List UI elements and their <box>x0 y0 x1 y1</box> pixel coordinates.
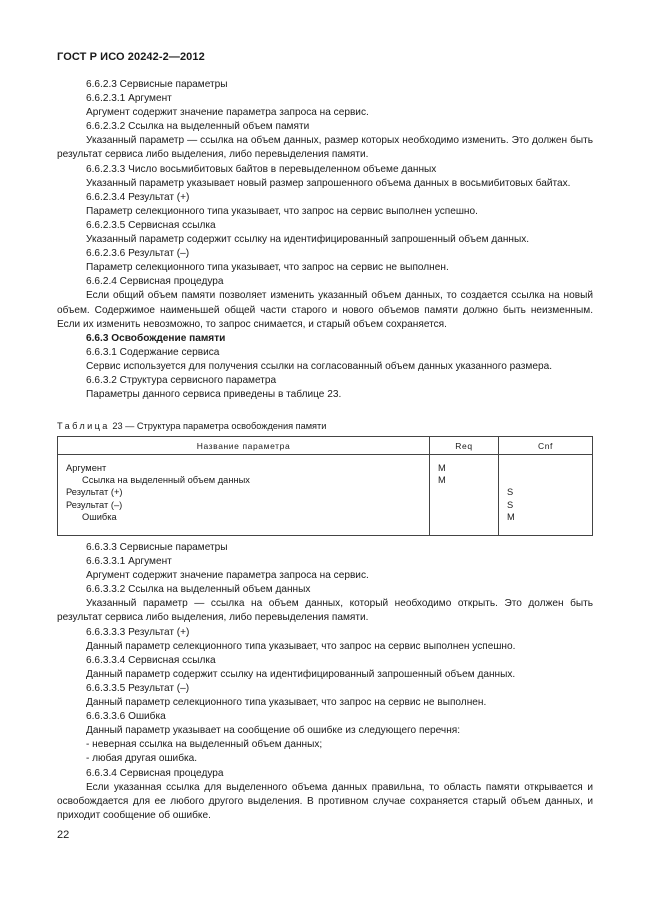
paragraph: 6.6.2.3.2 Ссылка на выделенный объем памяти <box>86 121 310 133</box>
cnf-cell <box>507 462 584 474</box>
paragraph: Данный параметр указывает на сообщение об ошибке из следующего перечня: <box>86 725 461 737</box>
paragraph: 6.6.3 Освобождение памяти <box>86 332 226 344</box>
paragraph: Данный параметр селекционного типа указывает, что запрос на сервис выполнен успешно. <box>86 640 516 652</box>
parameter-name-cell: Аргумент <box>66 463 107 473</box>
req-cell: M <box>438 463 446 473</box>
parameter-name-cell: Результат (–) <box>66 499 123 510</box>
paragraph: Указанный параметр содержит ссылку на идентифицированный запрошенный объем данных. <box>86 234 530 246</box>
paragraph: 6.6.3.3.1 Аргумент <box>86 556 172 568</box>
paragraph: 6.6.3.3.4 Сервисная ссылка <box>86 654 216 666</box>
paragraph: - любая другая ошибка. <box>86 753 198 765</box>
table-body-row <box>58 455 593 536</box>
cnf-column <box>499 455 593 536</box>
header-parameter-name: Название параметра <box>58 437 430 455</box>
header-req: Req <box>430 437 499 455</box>
req-cell: M <box>438 475 446 486</box>
paragraph: Если указанная ссылка для выделенного объема данных правильна, то область памяти открывается и освобождается для ее любого другого выделения. В противном случае сохраняется старый объем данных, и приходит сообщение об ошибке. <box>57 781 593 821</box>
cnf-cell <box>507 474 584 486</box>
paragraph: Параметр селекционного типа указывает, что запрос на сервис выполнен успешно. <box>86 205 478 217</box>
paragraph: Сервис используется для получения ссылки на согласованный объем данных указанного размера. <box>86 360 552 372</box>
paragraph: Указанный параметр — ссылка на объем данных, который необходимо открыть. Это должен быть результат сервиса либо выделения, либо перевыделения памяти. <box>57 598 593 624</box>
req-cell <box>438 499 490 511</box>
parameter-name-cell: Результат (+) <box>66 487 123 498</box>
paragraph: 6.6.3.3 Сервисные параметры <box>86 542 228 553</box>
section-memory-reallocation-parameters <box>57 78 593 402</box>
parameter-name-cell: Ссылка на выделенный объем данных <box>82 475 250 486</box>
req-cell <box>438 511 490 523</box>
paragraph: 6.6.2.3.3 Число восьмибитовых байтов в перевыделенном объеме данных <box>86 163 437 175</box>
table-caption-prefix: Таблица <box>57 421 110 431</box>
paragraph: 6.6.2.3.6 Результат (–) <box>86 248 190 260</box>
paragraph: 6.6.3.4 Сервисная процедура <box>86 767 224 779</box>
parameter-name-cell: Ошибка <box>82 511 117 522</box>
paragraph: 6.6.2.3.5 Сервисная ссылка <box>86 219 216 231</box>
paragraph: - неверная ссылка на выделенный объем данных; <box>86 739 323 751</box>
page-number: 22 <box>57 829 70 841</box>
paragraph: Указанный параметр указывает новый размер запрошенного объема данных в восьмибитовых байтах. <box>86 177 571 189</box>
paragraph: Аргумент содержит значение параметра запроса на сервис. <box>86 107 369 119</box>
paragraph: Данный параметр содержит ссылку на идентифицированный запрошенный объем данных. <box>86 668 516 680</box>
paragraph: Данный параметр селекционного типа указывает, что запрос на сервис не выполнен. <box>86 697 487 709</box>
paragraph: 6.6.2.4 Сервисная процедура <box>86 276 224 288</box>
header-cnf: Cnf <box>499 437 593 455</box>
paragraph: Аргумент содержит значение параметра запроса на сервис. <box>86 570 369 582</box>
paragraph: 6.6.2.3.1 Аргумент <box>86 93 172 105</box>
paragraph: Указанный параметр — ссылка на объем данных, размер которых необходимо изменить. Это должен быть результат сервиса либо выделения, либо перевыделения памяти. <box>57 135 593 161</box>
paragraph: 6.6.3.3.5 Результат (–) <box>86 682 190 694</box>
table-header-row <box>58 437 593 455</box>
table-caption-title: 23 — Структура параметра освобождения памяти <box>109 421 327 431</box>
section-memory-release-parameters <box>57 541 593 823</box>
req-column <box>430 455 499 536</box>
document-header: ГОСТ Р ИСО 20242-2—2012 <box>57 51 205 63</box>
paragraph: Если общий объем памяти позволяет изменить указанный объем данных, то создается ссылка на новый объем. Содержимое наименьшей общей части старого и нового объемов памяти должно быть неизменным. Если их изменить невозможно, то запрос снимается, и старый объем сохраняется. <box>57 290 593 330</box>
table-caption <box>57 421 326 431</box>
cnf-cell: S <box>507 499 514 510</box>
paragraph: 6.6.2.3 Сервисные параметры <box>86 79 228 90</box>
parameter-name-column <box>58 455 430 536</box>
paragraph: Параметры данного сервиса приведены в таблице 23. <box>86 389 342 401</box>
paragraph: 6.6.3.1 Содержание сервиса <box>86 346 220 358</box>
paragraph: 6.6.3.2 Структура сервисного параметра <box>86 374 277 386</box>
paragraph: Параметр селекционного типа указывает, что запрос на сервис не выполнен. <box>86 262 449 274</box>
paragraph: 6.6.3.3.3 Результат (+) <box>86 626 190 638</box>
paragraph: 6.6.3.3.6 Ошибка <box>86 711 166 723</box>
cnf-cell: S <box>507 487 514 498</box>
req-cell <box>438 486 490 498</box>
parameter-table <box>57 436 593 536</box>
paragraph: 6.6.3.3.2 Ссылка на выделенный объем данных <box>86 584 311 596</box>
cnf-cell: M <box>507 511 515 522</box>
paragraph: 6.6.2.3.4 Результат (+) <box>86 191 190 203</box>
